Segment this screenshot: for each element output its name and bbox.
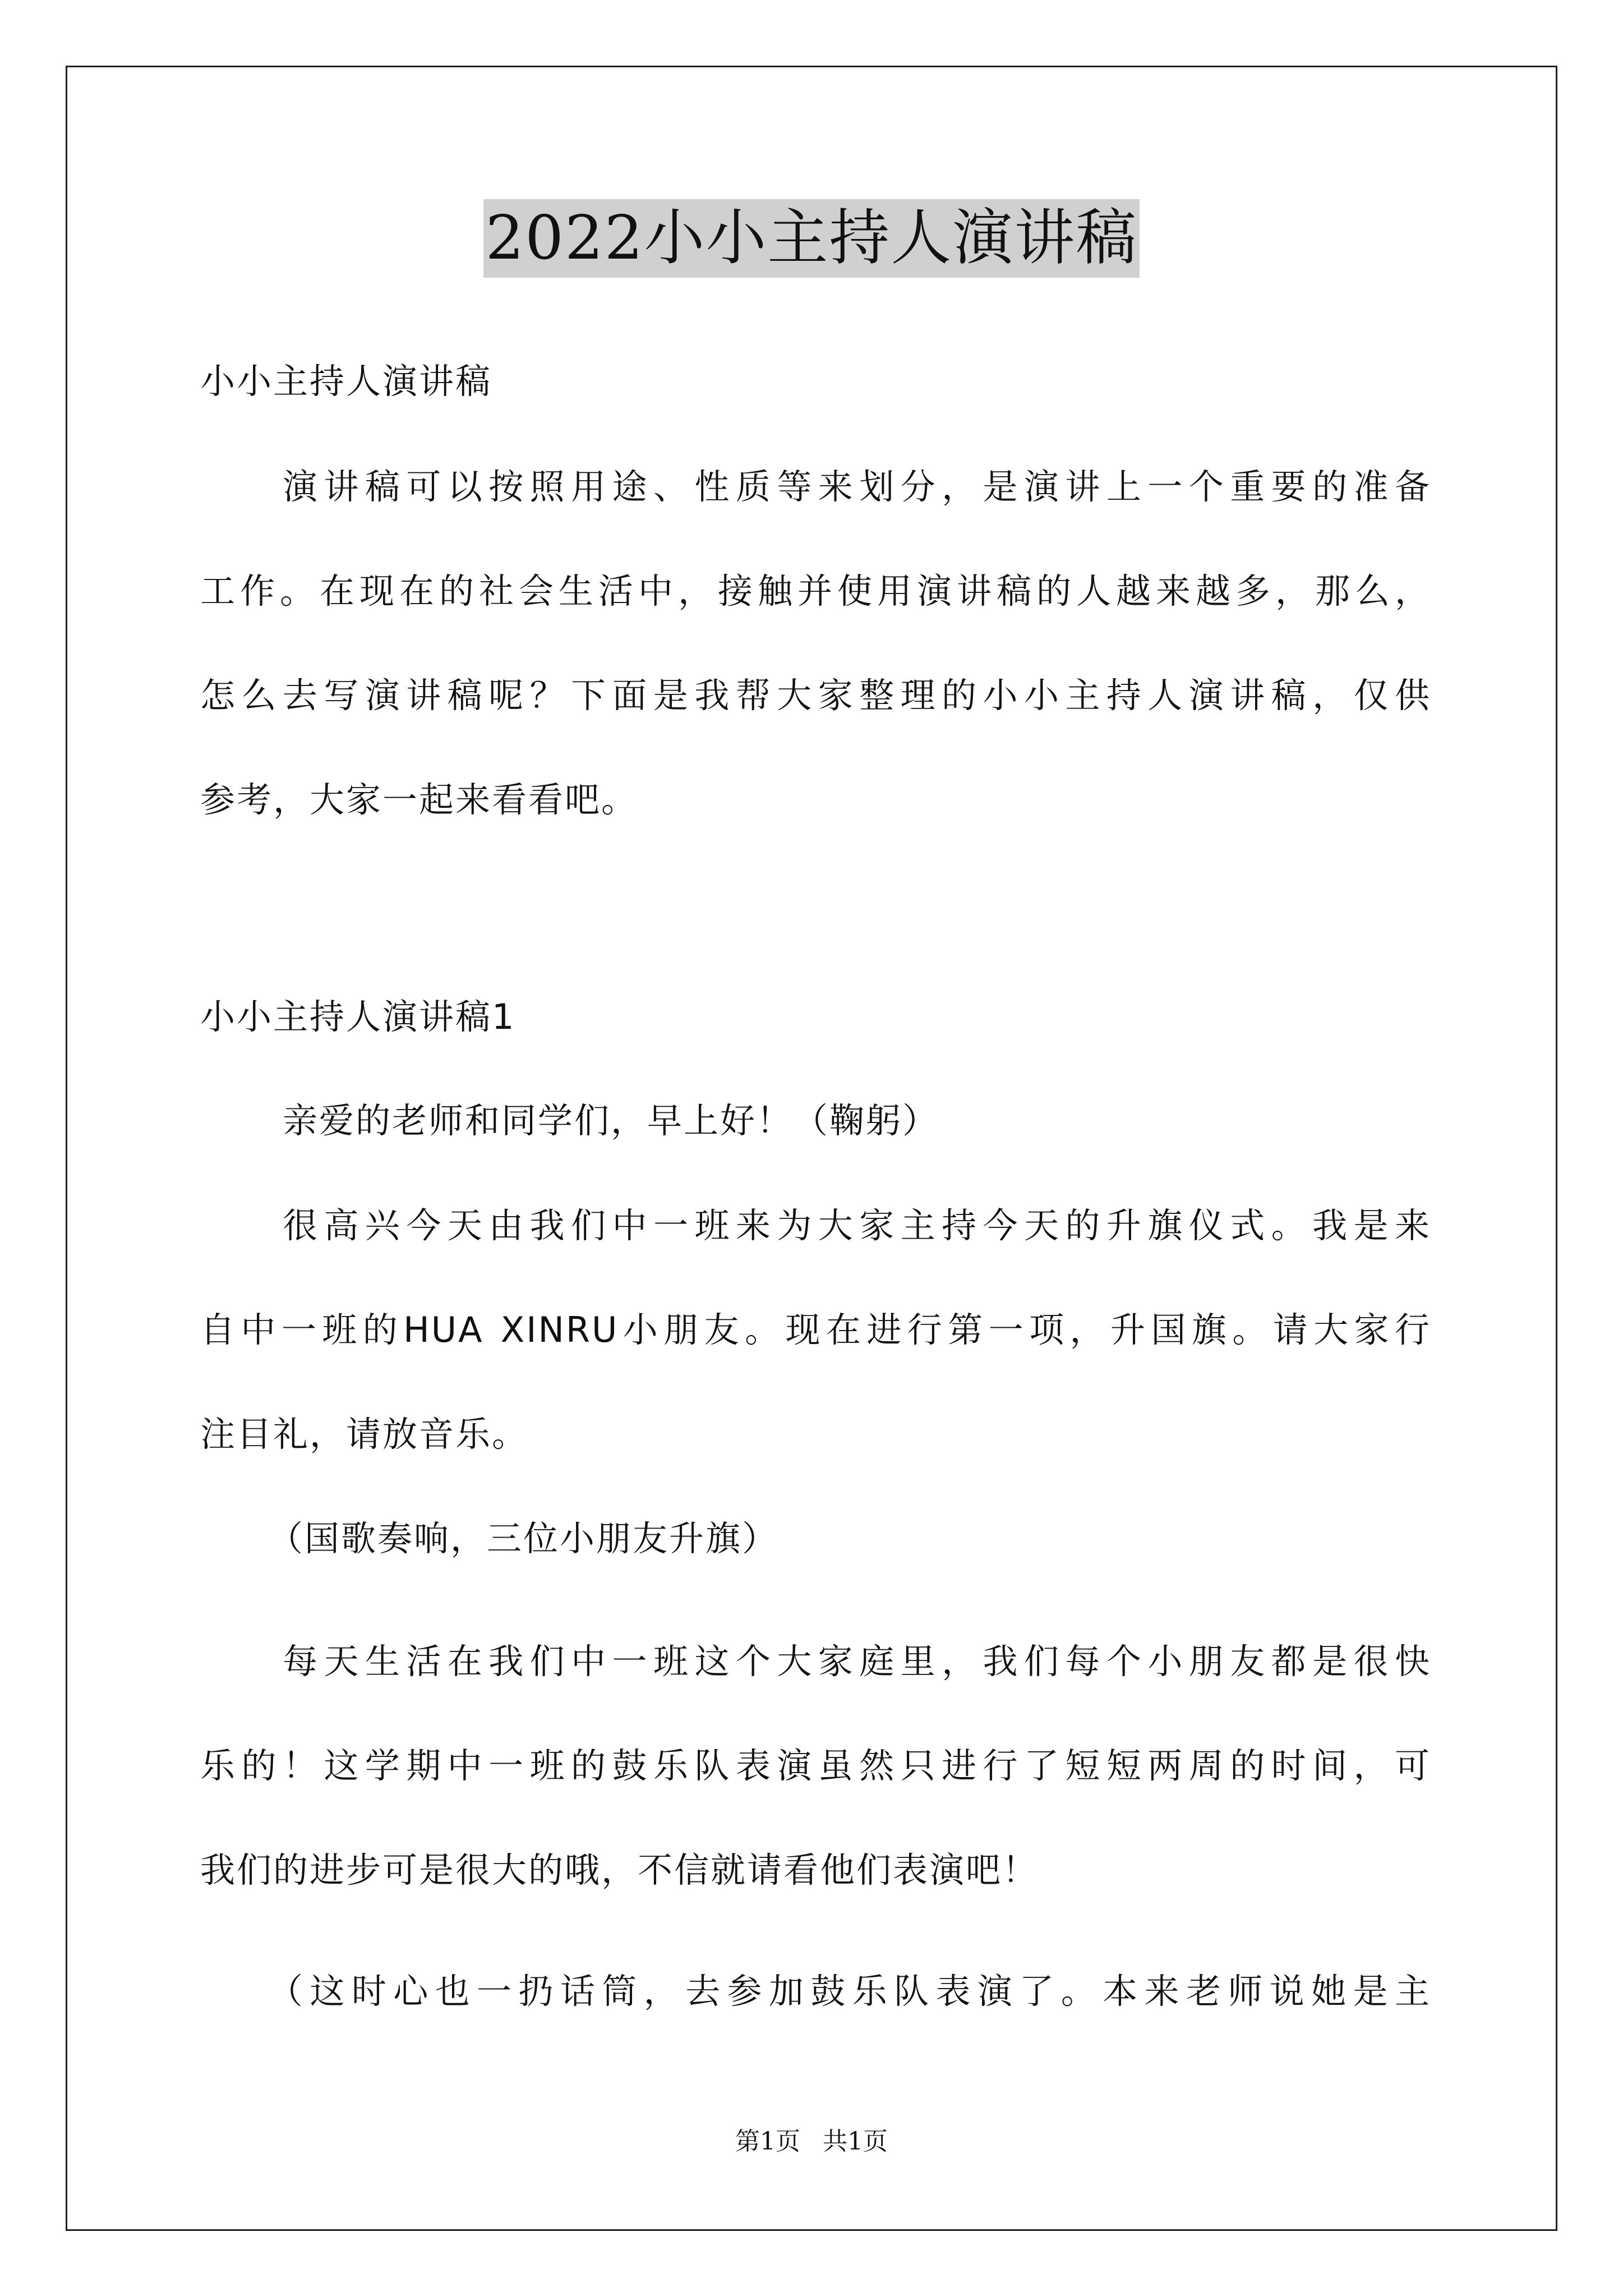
title-container <box>0 199 1623 278</box>
paragraph-line: （这时心也一扔话筒，去参加鼓乐队表演了。本来老师说她是主 <box>268 1971 1431 2012</box>
paragraph-line: 演讲稿可以按照用途、性质等来划分，是演讲上一个重要的准备 <box>283 466 1431 507</box>
document-title: 2022小小主持人演讲稿 <box>483 199 1140 278</box>
paragraph-line: 乐的！这学期中一班的鼓乐队表演虽然只进行了短短两周的时间，可 <box>200 1745 1431 1786</box>
page-total: 共1页 <box>823 2127 888 2156</box>
paragraph-line: 我们的进步可是很大的哦，不信就请看他们表演吧！ <box>200 1849 1039 1890</box>
paragraph-line: （国歌奏响，三位小朋友升旗） <box>268 1518 779 1559</box>
paragraph-line: 每天生活在我们中一班这个大家庭里，我们每个小朋友都是很快 <box>283 1641 1431 1682</box>
page-number: 第1页 <box>735 2127 800 2156</box>
paragraph-line: 亲爱的老师和同学们，早上好！（鞠躬） <box>283 1100 939 1141</box>
section-heading: 小小主持人演讲稿1 <box>200 996 516 1037</box>
paragraph-line: 怎么去写演讲稿呢？下面是我帮大家整理的小小主持人演讲稿，仅供 <box>200 675 1431 716</box>
page-footer <box>0 2126 1623 2157</box>
paragraph-line: 工作。在现在的社会生活中，接触并使用演讲稿的人越来越多，那么， <box>200 570 1431 611</box>
paragraph-line: 注目礼，请放音乐。 <box>200 1414 529 1455</box>
subtitle: 小小主持人演讲稿 <box>200 361 492 402</box>
paragraph-line: 自中一班的HUA XINRU小朋友。现在进行第一项，升国旗。请大家行 <box>200 1309 1431 1350</box>
paragraph-line: 很高兴今天由我们中一班来为大家主持今天的升旗仪式。我是来 <box>283 1205 1431 1246</box>
paragraph-line: 参考，大家一起来看看吧。 <box>200 779 638 820</box>
